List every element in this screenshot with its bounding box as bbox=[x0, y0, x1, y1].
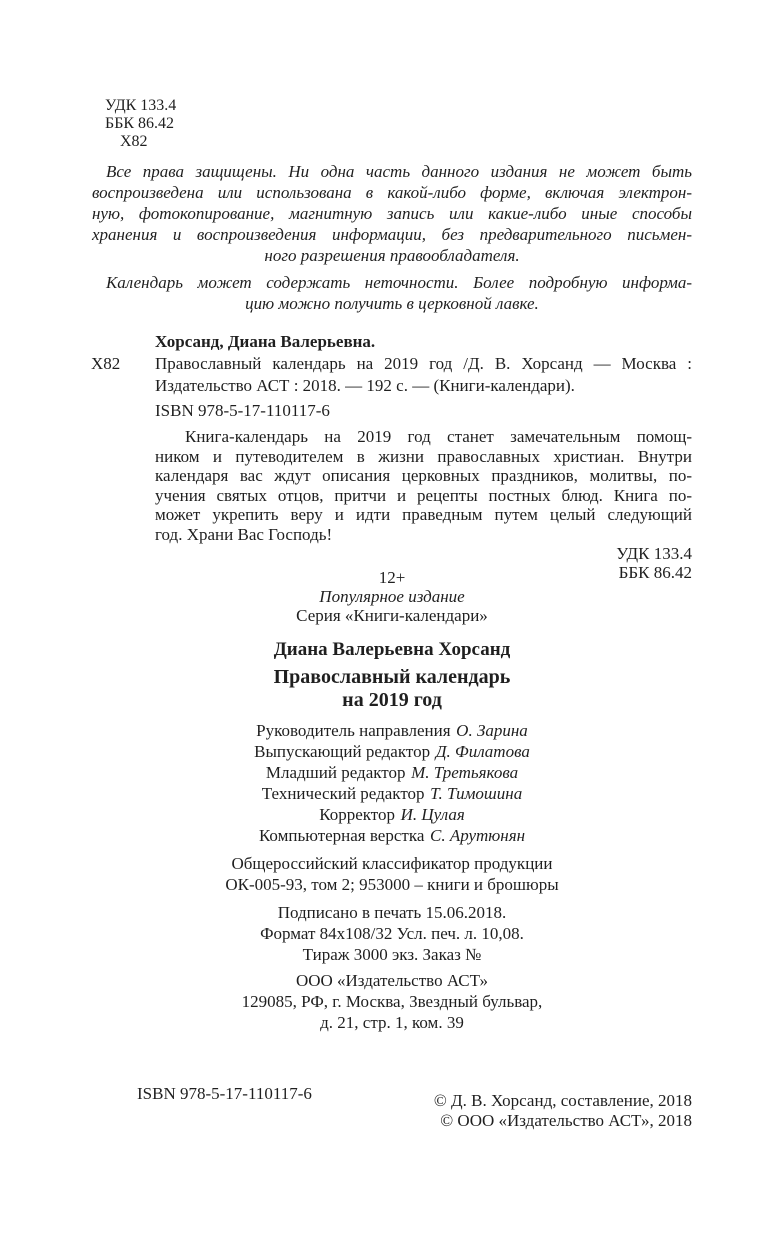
page-content bbox=[92, 0, 692, 1131]
credit-line bbox=[92, 825, 692, 846]
copyright-block bbox=[434, 1091, 692, 1131]
annotation-line: Книга-календарь на 2019 год станет замечательным помощ- bbox=[185, 427, 692, 446]
catalog-entry-line: Православный календарь на 2019 год /Д. В. Хорсанд — Москва : bbox=[155, 354, 692, 373]
print-info-line: Подписано в печать 15.06.2018. bbox=[277, 903, 507, 922]
credit-name: М. Третьякова bbox=[411, 763, 519, 782]
imprint-center-column bbox=[92, 568, 692, 1033]
accuracy-notice-line: Календарь может содержать неточности. Более подробную информа- bbox=[106, 273, 692, 292]
credit-line bbox=[92, 783, 692, 804]
credit-name: С. Арутюнян bbox=[429, 826, 526, 845]
classifier-line: ОК-005-93, том 2; 953000 – книги и брошюры bbox=[225, 875, 559, 894]
print-info-line: Тираж 3000 экз. Заказ № bbox=[302, 945, 482, 964]
credit-role: Выпускающий редактор bbox=[254, 742, 431, 761]
copyright-line: © ООО «Издательство АСТ», 2018 bbox=[440, 1111, 692, 1130]
credit-role: Младший редактор bbox=[265, 763, 406, 782]
top-codes-block bbox=[92, 97, 692, 151]
catalog-entry-line: Издательство АСТ : 2018. — 192 с. — (Книги-календари). bbox=[155, 376, 575, 395]
bbk-code-right: ББК 86.42 bbox=[618, 563, 692, 582]
rights-notice bbox=[92, 161, 692, 266]
age-rating: 12+ bbox=[378, 568, 406, 587]
series-name: Серия «Книги-календари» bbox=[296, 606, 488, 625]
footer bbox=[92, 1084, 692, 1131]
rights-notice-line: воспроизведена или использована в какой-либо форме, включая электрон- bbox=[92, 183, 692, 202]
credit-line bbox=[92, 720, 692, 741]
udk-code: УДК 133.4 bbox=[105, 97, 177, 114]
rights-notice-line: ную, фотокопирование, магнитную запись или какие-либо иные способы bbox=[92, 204, 692, 223]
bbk-code: ББК 86.42 bbox=[105, 115, 175, 132]
rights-notice-line: ного разрешения правообладателя. bbox=[264, 246, 520, 265]
catalog-author-heading: Хорсанд, Диана Валерьевна. bbox=[155, 332, 376, 351]
catalog-card bbox=[91, 331, 692, 544]
publisher-address-line: д. 21, стр. 1, ком. 39 bbox=[320, 1013, 464, 1032]
publisher-block bbox=[92, 970, 692, 1033]
credit-name: Д. Филатова bbox=[435, 742, 530, 761]
publisher-address-line: 129085, РФ, г. Москва, Звездный бульвар, bbox=[241, 992, 543, 1011]
copyright-line: © Д. В. Хорсанд, составление, 2018 bbox=[433, 1091, 692, 1110]
credit-line bbox=[92, 762, 692, 783]
udk-code-right: УДК 133.4 bbox=[616, 544, 692, 563]
credit-role: Руководитель направления bbox=[256, 721, 451, 740]
annotation-line: год. Храни Вас Господь! bbox=[155, 524, 333, 544]
accuracy-notice-line: цию можно получить в церковной лавке. bbox=[245, 294, 539, 313]
credit-line bbox=[92, 741, 692, 762]
annotation bbox=[155, 427, 692, 544]
annotation-line: календаря вас ждут описания церковных праздников, молитвы, по- bbox=[155, 466, 692, 485]
author-name: Диана Валерьевна Хорсанд bbox=[273, 639, 511, 660]
annotation-line: может укрепить веру и идти праведным путем целый следующий bbox=[155, 505, 692, 524]
classifier-line: Общероссийский классификатор продукции bbox=[231, 854, 553, 873]
footer-isbn: ISBN 978-5-17-110117-6 bbox=[137, 1084, 312, 1103]
edition-block bbox=[92, 568, 692, 625]
credit-role: Корректор bbox=[319, 805, 395, 824]
author-sign-code: Х82 bbox=[120, 133, 148, 150]
catalog-entry-lines bbox=[155, 353, 692, 397]
credit-role: Технический редактор bbox=[261, 784, 425, 803]
edition-type: Популярное издание bbox=[319, 587, 465, 606]
codes-right-block bbox=[616, 544, 692, 582]
accuracy-notice bbox=[92, 272, 692, 314]
book-title-line-2: на 2019 год bbox=[342, 689, 442, 711]
book-title-line-1: Православный календарь bbox=[273, 666, 511, 688]
print-info-block bbox=[92, 902, 692, 965]
credit-name: О. Зарина bbox=[456, 721, 528, 740]
classifier-block bbox=[92, 853, 692, 895]
credit-name: Т. Тимошина bbox=[430, 784, 523, 803]
publisher-line: ООО «Издательство АСТ» bbox=[295, 971, 489, 990]
credit-name: И. Цулая bbox=[400, 805, 465, 824]
book-title bbox=[92, 666, 692, 712]
annotation-line: учения святых отцов, притчи и рецепты постных блюд. Книга по- bbox=[155, 485, 692, 505]
rights-notice-line: Все права защищены. Ни одна часть данного издания не может быть bbox=[106, 162, 692, 181]
credits-list bbox=[92, 720, 692, 846]
author-sign-code: Х82 bbox=[91, 354, 121, 373]
credit-role: Компьютерная верстка bbox=[258, 826, 425, 845]
annotation-line: ником и путеводителем в жизни православных христиан. Внутри bbox=[155, 446, 692, 466]
catalog-entry bbox=[91, 353, 692, 397]
credit-line bbox=[92, 804, 692, 825]
isbn-line: ISBN 978-5-17-110117-6 bbox=[155, 401, 330, 420]
print-info-line: Формат 84х108/32 Усл. печ. л. 10,08. bbox=[260, 924, 524, 943]
rights-notice-line: хранения и воспроизведения информации, без предварительного письмен- bbox=[92, 225, 692, 244]
